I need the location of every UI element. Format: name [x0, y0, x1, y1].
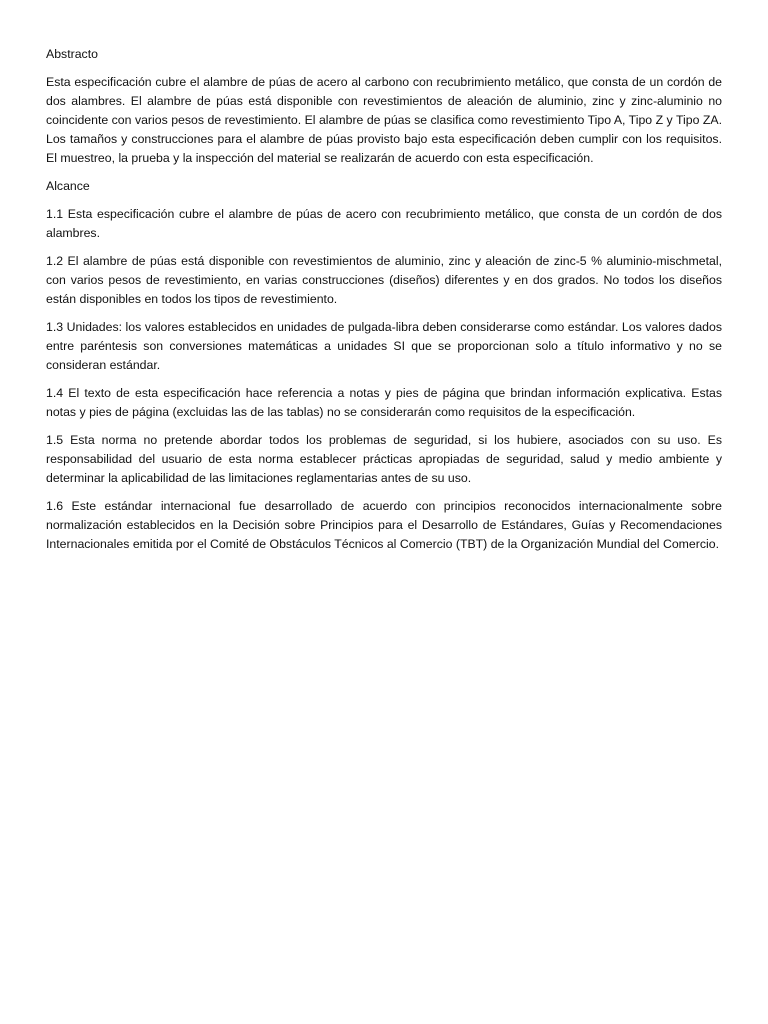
abstract-paragraph: Esta especificación cubre el alambre de púas de acero al carbono con recubrimiento metálico, que consta de un cordón de dos alambres. El alambre de púas está disponible con revestimientos de aleación de aluminio, zinc y zinc-aluminio no coincidente con varios pesos de revestimiento. El alambre de púas se clasifica como revestimiento Tipo A, Tipo Z y Tipo ZA. Los tamaños y construcciones para el alambre de púas provisto bajo esta especificación deben cumplir con los requisitos. El muestreo, la prueba y la inspección del material se realizarán de acuerdo con esta especificación. [46, 75, 722, 165]
section-1-6: 1.6 Este estándar internacional fue desarrollado de acuerdo con principios reconocidos internacionalmente sobre normalización establecidos en la Decisión sobre Principios para el Desarrollo de Estándares, Guías y Recomendaciones Internacionales emitida por el Comité de Obstáculos Técnicos al Comercio (TBT) de la Organización Mundial del Comercio. [46, 499, 722, 551]
section-1-1: 1.1 Esta especificación cubre el alambre de púas de acero con recubrimiento metálico, que consta de un cordón de dos alambres. [46, 207, 722, 240]
document-page [46, 45, 722, 563]
abstract-heading: Abstracto [46, 47, 98, 61]
scope-heading: Alcance [46, 179, 90, 193]
section-1-5: 1.5 Esta norma no pretende abordar todos los problemas de seguridad, si los hubiere, asociados con su uso. Es responsabilidad del usuario de esta norma establecer prácticas apropiadas de seguridad, salud y medio ambiente y determinar la aplicabilidad de las limitaciones reglamentarias antes de su uso. [46, 433, 722, 485]
section-1-3: 1.3 Unidades: los valores establecidos en unidades de pulgada-libra deben considerarse como estándar. Los valores dados entre paréntesis son conversiones matemáticas a unidades SI que se proporcionan solo a título informativo y no se consideran estándar. [46, 320, 722, 372]
section-1-4: 1.4 El texto de esta especificación hace referencia a notas y pies de página que brindan información explicativa. Estas notas y pies de página (excluidas las de las tablas) no se considerarán como requisitos de la especificación. [46, 386, 722, 419]
section-1-2: 1.2 El alambre de púas está disponible con revestimientos de aluminio, zinc y aleación de zinc-5 % aluminio-mischmetal, con varios pesos de revestimiento, en varias construcciones (diseños) diferentes y en dos grados. No todos los diseños están disponibles en todos los tipos de revestimiento. [46, 254, 722, 306]
